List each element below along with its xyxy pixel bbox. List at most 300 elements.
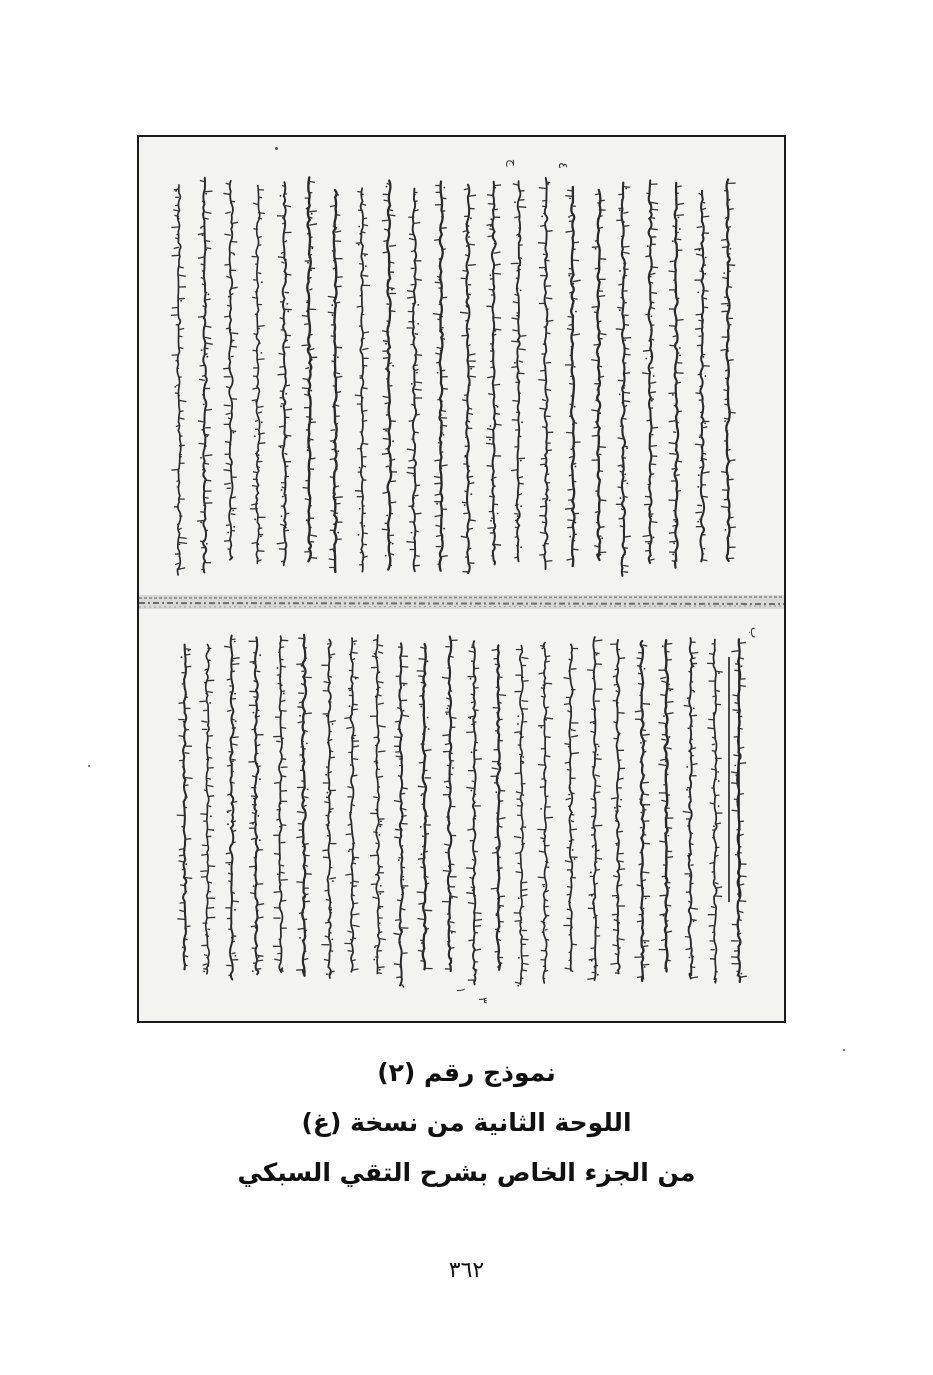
script-stroke bbox=[468, 384, 471, 385]
script-dot bbox=[651, 315, 653, 317]
script-stroke bbox=[474, 926, 481, 927]
script-dot bbox=[663, 715, 665, 717]
script-stroke bbox=[666, 689, 673, 690]
script-stroke bbox=[666, 905, 671, 906]
script-stroke bbox=[256, 850, 262, 851]
script-dot bbox=[592, 846, 594, 848]
script-dot bbox=[277, 873, 279, 875]
script-stroke bbox=[285, 292, 289, 293]
script-dot bbox=[569, 536, 571, 538]
script-stroke bbox=[225, 442, 231, 443]
script-dot bbox=[253, 885, 255, 887]
script-dot bbox=[470, 493, 472, 495]
script-dot bbox=[494, 187, 496, 189]
script-stroke bbox=[739, 763, 746, 764]
script-dot bbox=[337, 450, 339, 452]
script-stroke bbox=[488, 236, 494, 237]
script-stroke bbox=[231, 346, 237, 347]
script-stroke bbox=[468, 476, 473, 477]
script-stroke bbox=[232, 737, 239, 738]
script-stroke bbox=[281, 880, 288, 881]
script-stroke bbox=[258, 443, 266, 444]
script-stroke bbox=[302, 388, 310, 389]
script-dot bbox=[205, 693, 207, 695]
script-dot bbox=[520, 828, 522, 830]
script-stroke bbox=[352, 759, 358, 760]
script-dot bbox=[735, 774, 737, 776]
script-dot bbox=[234, 909, 236, 911]
script-stroke bbox=[623, 303, 627, 304]
script-stroke bbox=[385, 403, 390, 404]
script-dot bbox=[544, 831, 546, 833]
script-stroke bbox=[177, 368, 179, 369]
script-stroke bbox=[461, 278, 468, 279]
script-dot bbox=[727, 305, 729, 307]
script-stroke bbox=[712, 644, 715, 645]
script-stroke bbox=[421, 794, 424, 795]
script-stroke bbox=[279, 367, 284, 368]
script-stroke bbox=[207, 866, 215, 867]
script-stroke bbox=[274, 892, 281, 893]
script-stroke bbox=[348, 951, 352, 952]
script-dot bbox=[205, 445, 207, 447]
script-dot bbox=[282, 738, 284, 740]
script-dot bbox=[675, 521, 677, 523]
script-stroke bbox=[571, 839, 574, 840]
script-dot bbox=[254, 518, 256, 520]
script-stroke bbox=[205, 191, 213, 192]
script-dot bbox=[228, 358, 230, 360]
script-stroke bbox=[207, 757, 212, 758]
script-dot bbox=[354, 643, 356, 645]
script-dot bbox=[392, 365, 394, 367]
script-stroke bbox=[725, 378, 728, 379]
script-dot bbox=[620, 497, 622, 499]
script-stroke bbox=[205, 402, 207, 403]
script-stroke bbox=[425, 883, 430, 884]
script-stroke bbox=[370, 855, 378, 856]
script-stroke bbox=[401, 953, 408, 954]
script-dot bbox=[333, 523, 335, 525]
script-dot bbox=[522, 756, 524, 758]
script-stroke bbox=[546, 561, 553, 562]
script-stroke bbox=[650, 282, 653, 283]
script-dot bbox=[188, 650, 190, 652]
script-stroke bbox=[699, 400, 702, 401]
script-dot bbox=[617, 686, 619, 688]
script-dot bbox=[232, 510, 234, 512]
script-dot bbox=[403, 986, 405, 988]
script-dot bbox=[702, 322, 704, 324]
script-dot bbox=[258, 328, 260, 330]
script-dot bbox=[665, 760, 667, 762]
script-dot bbox=[337, 356, 339, 358]
script-stroke bbox=[285, 530, 289, 531]
script-stroke bbox=[258, 273, 261, 274]
script-dot bbox=[437, 372, 439, 374]
script-stroke bbox=[494, 318, 502, 319]
script-dot bbox=[672, 394, 674, 396]
script-stroke bbox=[599, 447, 606, 448]
script-dot bbox=[705, 375, 707, 377]
script-stroke bbox=[516, 288, 519, 289]
script-dot bbox=[203, 390, 205, 392]
script-stroke bbox=[329, 676, 332, 677]
script-stroke bbox=[352, 709, 358, 710]
script-stroke bbox=[490, 367, 493, 368]
script-dot bbox=[257, 543, 259, 545]
script-dot bbox=[256, 763, 258, 765]
script-stroke bbox=[676, 363, 682, 364]
script-stroke bbox=[330, 477, 335, 478]
script-dot bbox=[231, 902, 233, 904]
script-dot bbox=[522, 794, 524, 796]
script-stroke bbox=[538, 877, 546, 878]
script-stroke bbox=[594, 345, 599, 346]
script-stroke bbox=[494, 486, 496, 487]
script-dot bbox=[207, 935, 209, 937]
script-stroke bbox=[331, 336, 335, 337]
script-stroke bbox=[491, 888, 499, 889]
script-stroke bbox=[378, 866, 383, 867]
script-dot bbox=[517, 270, 519, 272]
script-dot bbox=[392, 543, 394, 545]
script-dot bbox=[359, 467, 361, 469]
script-dot bbox=[436, 503, 438, 505]
script-dot bbox=[666, 741, 668, 743]
script-stroke bbox=[618, 380, 623, 381]
script-stroke bbox=[623, 373, 630, 374]
script-stroke bbox=[468, 940, 474, 941]
script-stroke bbox=[227, 765, 232, 766]
script-dot bbox=[519, 659, 521, 661]
script-stroke bbox=[335, 503, 340, 504]
script-dot bbox=[231, 341, 233, 343]
script-dot bbox=[468, 225, 470, 227]
script-dot bbox=[591, 895, 593, 897]
script-dot bbox=[514, 362, 516, 364]
script-stroke bbox=[542, 206, 546, 207]
script-stroke bbox=[309, 506, 312, 507]
script-stroke bbox=[335, 469, 338, 470]
script-dot bbox=[307, 262, 309, 264]
script-dot bbox=[469, 717, 471, 719]
script-dot bbox=[520, 546, 522, 548]
script-stroke bbox=[640, 827, 642, 828]
script-stroke bbox=[732, 710, 739, 711]
script-stroke bbox=[201, 854, 207, 855]
script-stroke bbox=[175, 393, 179, 394]
script-dot bbox=[489, 439, 491, 441]
script-dot bbox=[391, 289, 393, 291]
script-dot bbox=[380, 820, 382, 822]
script-stroke bbox=[695, 512, 702, 513]
script-dot bbox=[280, 676, 282, 678]
script-dot bbox=[376, 810, 378, 812]
script-stroke bbox=[708, 719, 715, 720]
script-stroke bbox=[276, 741, 280, 742]
script-dot bbox=[568, 746, 570, 748]
script-dot bbox=[310, 269, 312, 271]
script-dot bbox=[285, 393, 287, 395]
script-stroke bbox=[285, 495, 287, 496]
script-dot bbox=[574, 366, 576, 368]
script-dot bbox=[259, 654, 261, 656]
script-dot bbox=[280, 803, 282, 805]
script-dot bbox=[571, 927, 573, 929]
script-stroke bbox=[202, 470, 205, 471]
script-dot bbox=[308, 183, 310, 185]
script-dot bbox=[697, 486, 699, 488]
script-dot bbox=[572, 482, 574, 484]
script-stroke bbox=[494, 185, 501, 186]
script-dot bbox=[569, 840, 571, 842]
script-dot bbox=[252, 662, 254, 664]
script-stroke bbox=[223, 368, 231, 369]
script-dot bbox=[541, 216, 543, 218]
script-dot bbox=[448, 817, 450, 819]
script-stroke bbox=[623, 226, 629, 227]
script-dot bbox=[309, 440, 311, 442]
script-stroke bbox=[401, 793, 405, 794]
script-dot bbox=[307, 449, 309, 451]
script-stroke bbox=[710, 959, 715, 960]
script-dot bbox=[466, 306, 468, 308]
script-stroke bbox=[540, 787, 545, 788]
script-dot bbox=[471, 724, 473, 726]
script-dot bbox=[572, 378, 574, 380]
script-stroke bbox=[285, 335, 291, 336]
script-stroke bbox=[232, 664, 240, 665]
script-stroke bbox=[207, 692, 212, 693]
script-dot bbox=[517, 715, 519, 717]
script-dot bbox=[403, 710, 405, 712]
script-stroke bbox=[252, 486, 258, 487]
script-dot bbox=[257, 815, 259, 817]
script-stroke bbox=[298, 638, 304, 639]
script-stroke bbox=[494, 544, 501, 545]
script-stroke bbox=[623, 325, 629, 326]
script-stroke bbox=[614, 685, 618, 686]
script-stroke bbox=[224, 264, 230, 265]
script-stroke bbox=[715, 704, 721, 705]
script-dot bbox=[640, 742, 642, 744]
script-stroke bbox=[309, 422, 316, 423]
caption-plate-description: اللوحة الثانية من نسخة (غ) bbox=[301, 1108, 632, 1137]
script-stroke bbox=[300, 755, 304, 756]
script-dot bbox=[335, 299, 337, 301]
script-stroke bbox=[420, 940, 424, 941]
script-stroke bbox=[700, 386, 703, 387]
script-stroke bbox=[281, 647, 285, 648]
script-dot bbox=[727, 338, 729, 340]
script-stroke bbox=[567, 520, 572, 521]
script-dot bbox=[697, 292, 699, 294]
script-stroke bbox=[496, 812, 498, 813]
script-stroke bbox=[258, 197, 262, 198]
script-dot bbox=[311, 248, 313, 250]
script-stroke bbox=[386, 466, 390, 467]
script-dot bbox=[307, 789, 309, 791]
script-stroke bbox=[495, 951, 499, 952]
script-dot bbox=[203, 404, 205, 406]
script-stroke bbox=[298, 928, 304, 929]
script-dot bbox=[677, 422, 679, 424]
script-stroke bbox=[437, 399, 441, 400]
script-stroke bbox=[174, 189, 179, 190]
script-stroke bbox=[256, 671, 260, 672]
script-stroke bbox=[174, 507, 179, 508]
script-stroke bbox=[465, 255, 468, 256]
script-stroke bbox=[205, 218, 209, 219]
page-number: ٣٦٢ bbox=[448, 1258, 485, 1283]
script-dot bbox=[258, 956, 260, 958]
script-stroke bbox=[676, 239, 681, 240]
script-stroke bbox=[414, 334, 418, 335]
script-stroke bbox=[543, 966, 545, 967]
script-dot bbox=[277, 667, 279, 669]
script-stroke bbox=[298, 824, 304, 825]
script-dot bbox=[713, 713, 715, 715]
script-dot bbox=[648, 543, 650, 545]
script-dot bbox=[568, 670, 570, 672]
script-stroke bbox=[281, 759, 287, 760]
script-dot bbox=[688, 728, 690, 730]
script-stroke bbox=[619, 518, 624, 519]
script-dot bbox=[647, 245, 649, 247]
script-dot bbox=[470, 790, 472, 792]
script-dot bbox=[386, 515, 388, 517]
script-stroke bbox=[498, 740, 503, 741]
script-dot bbox=[572, 849, 574, 851]
script-stroke bbox=[203, 556, 205, 557]
script-dot bbox=[703, 548, 705, 550]
script-stroke bbox=[414, 414, 419, 415]
script-stroke bbox=[414, 485, 420, 486]
script-stroke bbox=[441, 228, 447, 229]
script-dot bbox=[715, 890, 717, 892]
script-stroke bbox=[669, 541, 676, 542]
script-dot bbox=[359, 233, 361, 235]
script-stroke bbox=[441, 411, 446, 412]
script-dot bbox=[470, 678, 472, 680]
script-dot bbox=[252, 823, 254, 825]
script-dot bbox=[650, 276, 652, 278]
script-stroke bbox=[496, 713, 498, 714]
script-stroke bbox=[401, 985, 404, 986]
script-dot bbox=[206, 356, 208, 358]
script-stroke bbox=[326, 900, 330, 901]
script-dot bbox=[252, 970, 254, 972]
script-dot bbox=[299, 937, 301, 939]
script-stroke bbox=[650, 446, 657, 447]
script-stroke bbox=[542, 498, 546, 499]
script-stroke bbox=[491, 555, 493, 556]
script-stroke bbox=[696, 314, 703, 315]
script-dot bbox=[490, 425, 492, 427]
script-dot bbox=[590, 872, 592, 874]
script-stroke bbox=[511, 341, 518, 342]
script-dot bbox=[668, 794, 670, 796]
script-stroke bbox=[517, 313, 519, 314]
script-dot bbox=[208, 965, 210, 967]
script-stroke bbox=[281, 971, 284, 972]
script-stroke bbox=[253, 479, 258, 480]
caption-sample-number: نموذج رقم (٢) bbox=[377, 1058, 556, 1087]
script-stroke bbox=[728, 449, 730, 450]
script-dot bbox=[333, 442, 335, 444]
script-dot bbox=[310, 390, 312, 392]
script-stroke bbox=[591, 948, 595, 949]
script-stroke bbox=[545, 817, 553, 818]
script-stroke bbox=[515, 921, 522, 922]
script-dot bbox=[730, 248, 732, 250]
script-stroke bbox=[519, 373, 525, 374]
script-dot bbox=[653, 537, 655, 539]
script-dot bbox=[256, 510, 258, 512]
script-dot bbox=[727, 350, 729, 352]
script-dot bbox=[327, 792, 329, 794]
script-stroke bbox=[359, 264, 362, 265]
script-dot bbox=[333, 550, 335, 552]
script-stroke bbox=[711, 788, 715, 789]
script-dot bbox=[253, 712, 255, 714]
script-stroke bbox=[253, 229, 258, 230]
script-stroke bbox=[595, 825, 603, 826]
script-dot bbox=[737, 926, 739, 928]
script-stroke bbox=[567, 887, 571, 888]
script-dot bbox=[737, 712, 739, 714]
script-dot bbox=[443, 434, 445, 436]
script-stroke bbox=[684, 706, 691, 707]
script-stroke bbox=[443, 871, 450, 872]
script-stroke bbox=[232, 671, 235, 672]
script-dot bbox=[734, 765, 736, 767]
script-dot bbox=[491, 479, 493, 481]
script-dot bbox=[640, 873, 642, 875]
script-stroke bbox=[231, 333, 239, 334]
script-stroke bbox=[546, 298, 553, 299]
script-stroke bbox=[666, 888, 670, 889]
script-dot bbox=[330, 656, 332, 658]
script-stroke bbox=[375, 957, 378, 958]
script-stroke bbox=[686, 949, 691, 950]
script-stroke bbox=[253, 376, 258, 377]
script-dot bbox=[439, 229, 441, 231]
script-dot bbox=[175, 190, 177, 192]
script-dot bbox=[399, 966, 401, 968]
script-dot bbox=[334, 569, 336, 571]
script-dot bbox=[174, 386, 176, 388]
script-stroke bbox=[573, 242, 579, 243]
script-stroke bbox=[521, 784, 525, 785]
script-stroke bbox=[231, 253, 235, 254]
script-dot bbox=[401, 929, 403, 931]
script-stroke bbox=[669, 345, 676, 346]
script-stroke bbox=[207, 747, 211, 748]
script-stroke bbox=[229, 975, 232, 976]
script-dot bbox=[185, 863, 187, 865]
script-stroke bbox=[180, 885, 184, 886]
script-stroke bbox=[541, 688, 545, 689]
script-dot bbox=[363, 525, 365, 527]
script-dot bbox=[208, 293, 210, 295]
script-stroke bbox=[618, 713, 625, 714]
script-stroke bbox=[724, 297, 728, 298]
script-dot bbox=[362, 193, 364, 195]
script-dot bbox=[594, 966, 596, 968]
script-dot bbox=[385, 430, 387, 432]
